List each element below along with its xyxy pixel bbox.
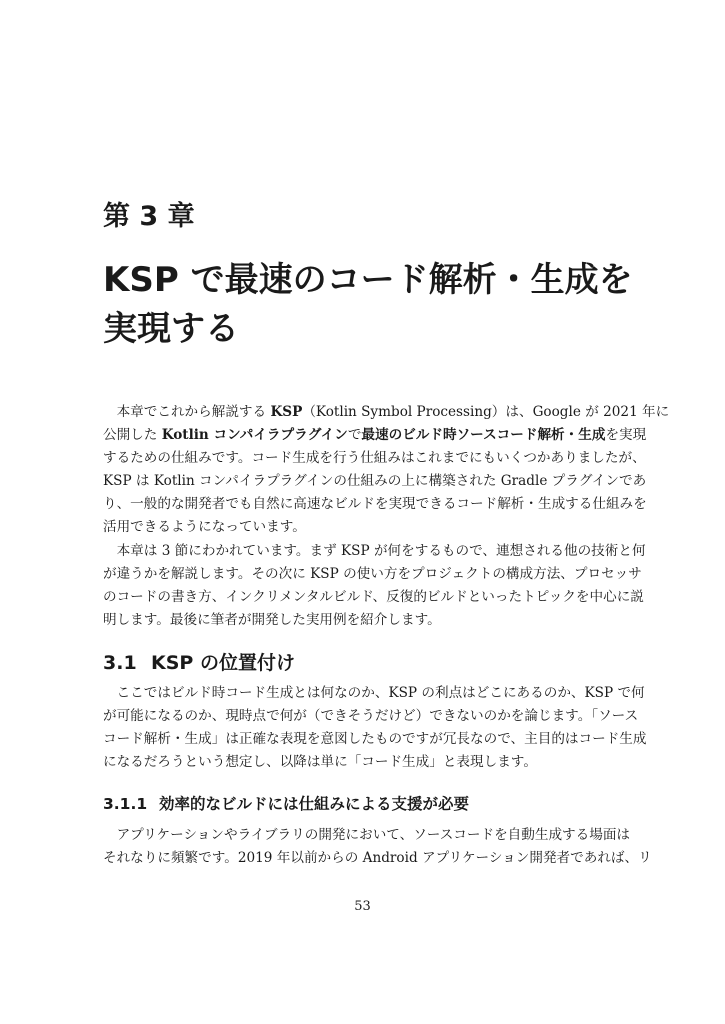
subsection-paragraph	[103, 824, 652, 870]
text-line	[103, 516, 622, 539]
text: アプリケーションやライブラリの開発において、ソースコードを自動生成する場面は	[103, 827, 631, 843]
text: のコードの書き方、インクリメンタルビルド、反復的ビルドといったトピックを中心に説	[103, 589, 644, 605]
text: 活用できるようになっています。	[103, 519, 306, 535]
text-line	[103, 540, 646, 563]
text-line	[103, 728, 647, 751]
chapter-label: 第 3 章	[103, 201, 195, 232]
text-line	[103, 847, 652, 870]
text: （Kotlin Symbol Processing）は、Google が 2021 年に	[302, 404, 670, 420]
section-title: KSP の位置付け	[151, 652, 295, 674]
text-line	[103, 563, 642, 586]
section-heading	[103, 648, 295, 675]
text: 公開した	[103, 427, 162, 443]
text-line	[103, 493, 647, 516]
text-line	[103, 751, 622, 774]
text: で	[347, 427, 362, 443]
text-line	[103, 401, 670, 424]
text: するための仕組みです。コード生成を行う仕組みはこれまでにもいくつかありましたが、	[103, 450, 646, 466]
text-line	[103, 447, 646, 470]
subsection-title: 効率的なビルドには仕組みによる支援が必要	[159, 795, 470, 813]
text: を実現	[605, 427, 647, 443]
text: になるだろうという想定し、以降は単に「コード生成」と表現します。	[103, 754, 537, 770]
chapter-title-line-2: 実現する	[103, 309, 239, 349]
text-line	[103, 609, 622, 632]
text: 本章でこれから解説する	[103, 404, 271, 420]
text: コード解析・生成」は正確な表現を意図したものですが冗長なので、主目的はコード生成	[103, 731, 647, 747]
text-line	[103, 705, 639, 728]
intro-paragraph-2	[103, 540, 646, 632]
bold-text: KSP	[270, 404, 303, 420]
page-number: 53	[354, 899, 371, 914]
bold-text: 最速のビルド時ソースコード解析・生成	[361, 427, 606, 443]
text-line	[103, 682, 645, 705]
text-line	[103, 470, 647, 493]
text-line	[103, 586, 644, 609]
text: が違うかを解説します。その次に KSP の使い方をプロジェクトの構成方法、プロセッサ	[103, 566, 642, 582]
bold-text: Kotlin コンパイラプラグイン	[161, 427, 348, 443]
intro-paragraph-1	[103, 401, 670, 539]
subsection-number: 3.1.1	[103, 795, 148, 813]
text: それなりに頻繁です。2019 年以前からの Android アプリケーション開発者であれば、リ	[103, 850, 652, 866]
subsection-heading	[103, 792, 469, 814]
chapter-title-line-1: KSP で最速のコード解析・生成を	[103, 260, 633, 300]
section-paragraph	[103, 682, 647, 774]
text: ここではビルド時コード生成とは何なのか、KSP の利点はどこにあるのか、KSP で何	[103, 685, 645, 701]
text: り、一般的な開発者でも自然に高速なビルドを実現できるコード解析・生成する仕組みを	[103, 496, 647, 512]
text-line	[103, 824, 631, 847]
section-number: 3.1	[103, 652, 137, 674]
text: 明します。最後に筆者が開発した実用例を紹介します。	[103, 612, 441, 628]
text: 本章は 3 節にわかれています。まず KSP が何をするもので、連想される他の技術と何	[103, 543, 646, 559]
text-line	[103, 424, 647, 447]
text: が可能になるのか、現時点で何が（できそうだけど）できないのかを論じます。「ソース	[103, 708, 639, 724]
text: KSP は Kotlin コンパイラプラグインの仕組みの上に構築された Gradle プラグインであ	[103, 473, 647, 489]
